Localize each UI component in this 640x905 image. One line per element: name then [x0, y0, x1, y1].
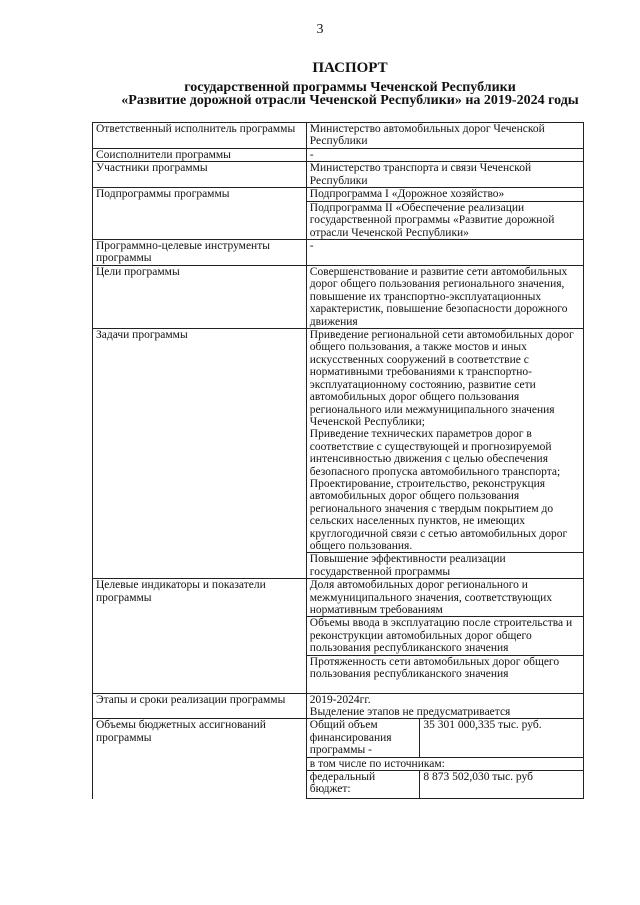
row-value: Совершенствование и развитие сети автомобильных дорог общего пользования регионального значения, повышение их транспортно-эксплуатационных характеристик, повышение безопасности дорожного движения: [306, 266, 583, 329]
budget-sources-label: в том числе по источникам:: [306, 757, 583, 770]
passport-subtitle-line2: «Развитие дорожной отрасли Чеченской Республики» на 2019-2024 годы: [121, 93, 579, 108]
table-row-indicators: [93, 579, 584, 617]
row-value: [306, 329, 583, 553]
passport-subtitle-line1: государственной программы Чеченской Республики: [184, 80, 516, 95]
row-label: Целевые индикаторы и показатели программы: [93, 579, 307, 693]
row-value: Подпрограмма I «Дорожное хозяйство»: [306, 188, 583, 201]
table-row-stages: [93, 693, 584, 719]
stages-note: Выделение этапов не предусматривается: [309, 706, 511, 719]
row-label: Задачи программы: [93, 329, 307, 579]
table-row-goals: [93, 266, 584, 329]
table-row-budget: [93, 719, 584, 757]
row-label: Участники программы: [93, 162, 307, 188]
task-paragraph: Приведение технических параметров дорог в соответствие с существующей и прогнозируемой интенсивностью движения с целью обеспечения безопасного пропуска автомобильного транспорта;: [309, 428, 561, 478]
row-label: Объемы бюджетных ассигнований программы: [93, 719, 307, 799]
page-number: 3: [316, 22, 324, 37]
row-value: Протяженность сети автомобильных дорог общего пользования республиканского значения: [306, 655, 583, 693]
passport-title: ПАСПОРТ: [312, 60, 388, 76]
row-value: Повышение эффективности реализации государственной программы: [306, 553, 583, 579]
task-paragraph: Приведение региональной сети автомобильных дорог общего пользования, а также мостов и иных искусственных сооружений в соответствие с нормативными требованиями к транспортно-эксплуатационному состоянию, развитие сети автомобильных дорог общего пользования регионального или межмуниципального значения Чеченской Республики;: [309, 329, 574, 428]
stages-years: 2019-2024гг.: [309, 693, 371, 706]
row-label: Цели программы: [93, 266, 307, 329]
row-value: -: [306, 149, 583, 162]
table-row-responsible: [93, 123, 584, 149]
passport-table: [92, 122, 584, 799]
table-row-coexecutors: [93, 149, 584, 162]
budget-federal-value: 8 873 502,030 тыс. руб: [420, 771, 584, 799]
budget-total-value: 35 301 000,335 тыс. руб.: [420, 719, 584, 757]
row-value: Доля автомобильных дорог регионального и межмуниципального значения, соответствующих нормативным требованиям: [306, 579, 583, 617]
table-row-participants: [93, 162, 584, 188]
table-row-subprograms: [93, 188, 584, 201]
row-value: -: [306, 240, 583, 266]
budget-total-label: Общий объем финансирования программы -: [306, 719, 420, 757]
row-value: Министерство автомобильных дорог Чеченской Республики: [306, 123, 583, 149]
budget-federal-label: федеральный бюджет:: [306, 771, 420, 799]
row-label: Этапы и сроки реализации программы: [93, 693, 307, 719]
task-paragraph: Проектирование, строительство, реконструкция автомобильных дорог общего пользования регионального значения с твердым покрытием до сельских населенных пунктов, не имеющих круглогодичной связи с сетью автомобильных дорог общего пользования.: [309, 477, 568, 552]
row-label: Соисполнители программы: [93, 149, 307, 162]
table-row-instruments: [93, 240, 584, 266]
row-value: Министерство транспорта и связи Чеченской Республики: [306, 162, 583, 188]
row-label: Ответственный исполнитель программы: [93, 123, 307, 149]
table-row-tasks: [93, 329, 584, 553]
row-value: Объемы ввода в эксплуатацию после строительства и реконструкции автомобильных дорог общего пользования республиканского значения: [306, 617, 583, 655]
row-label: Программно-целевые инструменты программы: [93, 240, 307, 266]
row-value: [306, 693, 583, 719]
row-label: Подпрограммы программы: [93, 188, 307, 240]
row-value: Подпрограмма II «Обеспечение реализации государственной программы «Развитие дорожной отрасли Чеченской Республики»: [306, 201, 583, 239]
